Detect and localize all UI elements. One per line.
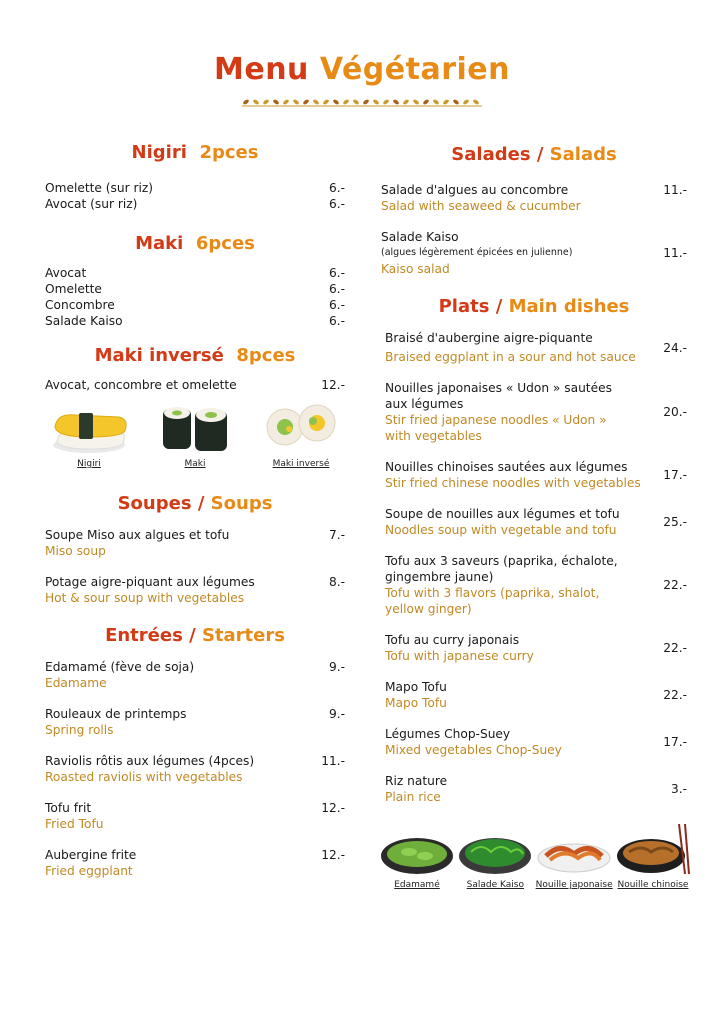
menu-item	[385, 632, 687, 664]
nouille-chinoise-image	[615, 820, 691, 876]
item-name: Omelette (sur riz)	[45, 181, 154, 195]
heading-fr: Soupes	[117, 493, 192, 514]
menu-item	[385, 773, 687, 805]
photo-maki-inverse	[261, 401, 341, 469]
right-column	[381, 140, 687, 890]
item-name: Tofu au curry japonais	[385, 633, 520, 647]
menu-title	[0, 52, 724, 87]
item-price: 6.-	[328, 298, 345, 312]
item-name: Salade d'algues au concombre	[381, 183, 569, 197]
item-name-en: Fried Tofu	[45, 817, 104, 831]
item-price: 22.-	[663, 641, 687, 655]
item-name: Raviolis rôtis aux légumes (4pces)	[45, 754, 255, 768]
item-name: Rouleaux de printemps	[45, 707, 187, 721]
maki-inverse-image	[261, 401, 341, 455]
section-heading-maki-inverse	[45, 341, 345, 371]
item-name-en: Plain rice	[385, 790, 441, 804]
item-name-line2: aux légumes	[385, 397, 464, 411]
menu-item	[45, 281, 345, 297]
item-price: 20.-	[663, 405, 687, 419]
ornament-leaf	[342, 99, 349, 106]
item-name-en: Noodles soup with vegetable and tofu	[385, 523, 617, 537]
ornament-leaf	[412, 99, 419, 106]
menu-item	[45, 659, 345, 691]
item-name: Concombre	[45, 298, 115, 312]
item-price: 22.-	[663, 688, 687, 702]
item-price: 12.-	[321, 848, 345, 862]
item-name-en: Miso soup	[45, 544, 106, 558]
item-name: Avocat, concombre et omelette	[45, 378, 237, 392]
menu-item	[45, 313, 345, 329]
item-price: 7.-	[328, 528, 345, 542]
photo-caption: Nouille chinoise	[617, 880, 689, 890]
ornament-leaf	[362, 99, 369, 106]
heading-en: Soups	[210, 493, 273, 514]
heading-en: 2pces	[199, 142, 259, 163]
photo-caption: Salade Kaiso	[466, 880, 524, 890]
item-name: Salade Kaiso	[381, 230, 459, 244]
item-price: 8.-	[328, 575, 345, 589]
menu-item	[45, 265, 345, 281]
section-heading-entrees	[45, 621, 345, 651]
photo-nigiri	[49, 401, 129, 469]
menu-item	[385, 380, 687, 444]
heading-en: 6pces	[195, 233, 255, 254]
menu-item	[385, 506, 687, 538]
item-price: 11.-	[663, 183, 687, 197]
menu-item	[45, 574, 345, 606]
item-name: Légumes Chop-Suey	[385, 727, 511, 741]
menu-item	[45, 753, 345, 785]
item-price: 24.-	[663, 340, 687, 355]
ornament-leaf	[242, 99, 249, 106]
heading-separator: /	[197, 493, 205, 514]
item-name: Avocat (sur riz)	[45, 197, 138, 211]
salade-kaiso-image	[457, 828, 533, 876]
item-name-en: Hot & sour soup with vegetables	[45, 591, 245, 605]
ornament-leaf	[252, 99, 259, 106]
item-price: 12.-	[321, 378, 345, 392]
nigiri-image	[49, 401, 129, 455]
photo-caption: Edamamé	[394, 880, 440, 890]
ornament-leaf	[422, 99, 429, 106]
edamame-image	[379, 828, 455, 876]
item-name-en-line2: yellow ginger)	[385, 602, 472, 616]
heading-en: 8pces	[236, 345, 296, 366]
ornament-leaf	[332, 99, 339, 106]
item-name-en: Stir fried japanese noodles « Udon »	[385, 413, 607, 427]
item-price: 9.-	[328, 660, 345, 674]
item-price: 22.-	[663, 578, 687, 592]
item-name: Braisé d'aubergine aigre-piquante	[385, 331, 593, 345]
item-name-en: Roasted raviolis with vegetables	[45, 770, 243, 784]
photo-caption: Nouille japonaise	[535, 880, 613, 890]
ornament-leaf	[452, 99, 459, 106]
heading-fr: Nigiri	[131, 142, 187, 163]
leaf-ornament-divider	[242, 96, 482, 108]
heading-en: Main dishes	[508, 296, 630, 317]
ornament-leaf	[272, 99, 279, 106]
item-subtitle: (algues légèrement épicées en julienne)	[381, 247, 573, 258]
item-name: Nouilles japonaises « Udon » sautées	[385, 381, 612, 395]
menu-item	[381, 182, 687, 214]
menu-item	[45, 377, 345, 393]
menu-item	[45, 527, 345, 559]
photo-caption: Maki	[184, 459, 206, 469]
item-name: Soupe Miso aux algues et tofu	[45, 528, 230, 542]
ornament-leaf	[472, 99, 479, 106]
menu-item	[385, 726, 687, 758]
item-price: 3.-	[670, 782, 687, 796]
section-heading-salades	[381, 140, 687, 170]
title-part2: Végétarien	[319, 52, 510, 87]
photo-nouille-chinoise	[615, 820, 691, 890]
ornament-leaf	[262, 99, 269, 106]
item-name: Omelette	[45, 282, 102, 296]
ornament-leaf	[372, 99, 379, 106]
section-heading-soupes	[45, 489, 345, 519]
item-price: 11.-	[663, 246, 687, 260]
menu-item	[45, 847, 345, 879]
section-heading-plats	[381, 292, 687, 322]
item-name-line2: gingembre jaune)	[385, 570, 494, 584]
item-price: 9.-	[328, 707, 345, 721]
photo-nouille-japonaise	[536, 828, 613, 890]
section-heading-maki	[45, 229, 345, 259]
menu-item	[381, 229, 687, 277]
item-name: Nouilles chinoises sautées aux légumes	[385, 460, 628, 474]
menu-item	[45, 706, 345, 738]
dish-photos	[379, 820, 691, 890]
ornament-leaf	[292, 99, 299, 106]
heading-fr: Maki inversé	[94, 345, 224, 366]
item-name-en: Tofu with 3 flavors (paprika, shalot,	[385, 586, 600, 600]
item-name-en: Mapo Tofu	[385, 696, 447, 710]
ornament-leaf	[302, 99, 309, 106]
menu-item	[45, 800, 345, 832]
ornament-leaf	[322, 99, 329, 106]
heading-en: Salads	[549, 144, 617, 165]
item-price: 25.-	[663, 515, 687, 529]
item-name-en: Stir fried chinese noodles with vegetables	[385, 476, 641, 490]
heading-fr: Entrées	[105, 625, 183, 646]
item-price: 17.-	[663, 735, 687, 749]
ornament-leaf	[432, 99, 439, 106]
heading-en: Starters	[201, 625, 285, 646]
nouille-japonaise-image	[536, 828, 612, 876]
photo-salade-kaiso	[457, 828, 533, 890]
item-price: 12.-	[321, 801, 345, 815]
item-name-en: Tofu with japanese curry	[385, 649, 534, 663]
item-price: 6.-	[328, 197, 345, 211]
item-name: Riz nature	[385, 774, 448, 788]
ornament-leaf	[352, 99, 359, 106]
item-name-en: Fried eggplant	[45, 864, 133, 878]
ornament-leaf	[312, 99, 319, 106]
title-part1: Menu	[214, 52, 309, 87]
item-price: 6.-	[328, 181, 345, 195]
item-price: 6.-	[328, 266, 345, 280]
item-name-en: Braised eggplant in a sour and hot sauce	[385, 350, 636, 364]
menu-item	[45, 196, 345, 212]
ornament-leaf	[402, 99, 409, 106]
item-name-en: Kaiso salad	[381, 262, 450, 276]
heading-separator: /	[189, 625, 196, 646]
heading-fr: Salades	[451, 144, 531, 165]
item-price: 6.-	[328, 314, 345, 328]
menu-item	[45, 180, 345, 196]
item-name: Potage aigre-piquant aux légumes	[45, 575, 255, 589]
menu-item	[45, 297, 345, 313]
item-name: Salade Kaiso	[45, 314, 123, 328]
photo-caption: Maki inversé	[272, 459, 330, 469]
item-price: 6.-	[328, 282, 345, 296]
item-name: Mapo Tofu	[385, 680, 447, 694]
ornament-leaf	[442, 99, 449, 106]
item-name-en: Salad with seaweed & cucumber	[381, 199, 581, 213]
section-heading-nigiri	[45, 138, 345, 168]
item-name-en: Mixed vegetables Chop-Suey	[385, 743, 562, 757]
photo-caption: Nigiri	[77, 459, 101, 469]
menu-item	[385, 679, 687, 711]
item-name-en-line2: with vegetables	[385, 429, 482, 443]
menu-item	[385, 459, 687, 491]
heading-separator: /	[495, 296, 503, 317]
photo-edamame	[379, 828, 455, 890]
item-price: 11.-	[321, 754, 345, 768]
item-name: Soupe de nouilles aux légumes et tofu	[385, 507, 620, 521]
left-column	[45, 138, 345, 894]
item-name: Aubergine frite	[45, 848, 137, 862]
item-name: Edamamé (fève de soja)	[45, 660, 195, 674]
item-name-en: Spring rolls	[45, 723, 114, 737]
menu-item	[385, 553, 687, 617]
ornament-leaf	[462, 99, 469, 106]
item-name: Tofu aux 3 saveurs (paprika, échalote,	[385, 554, 618, 568]
item-name: Avocat	[45, 266, 87, 280]
menu-item	[385, 330, 687, 365]
item-name: Tofu frit	[45, 801, 92, 815]
ornament-leaf	[282, 99, 289, 106]
item-price: 17.-	[663, 468, 687, 482]
photo-maki	[155, 401, 235, 469]
heading-fr: Maki	[135, 233, 184, 254]
ornament-leaf	[382, 99, 389, 106]
heading-separator: /	[536, 144, 544, 165]
maki-image	[155, 401, 235, 455]
heading-fr: Plats	[438, 296, 490, 317]
item-name-en: Edamame	[45, 676, 107, 690]
ornament-leaf	[392, 99, 399, 106]
sushi-photos	[45, 401, 345, 469]
